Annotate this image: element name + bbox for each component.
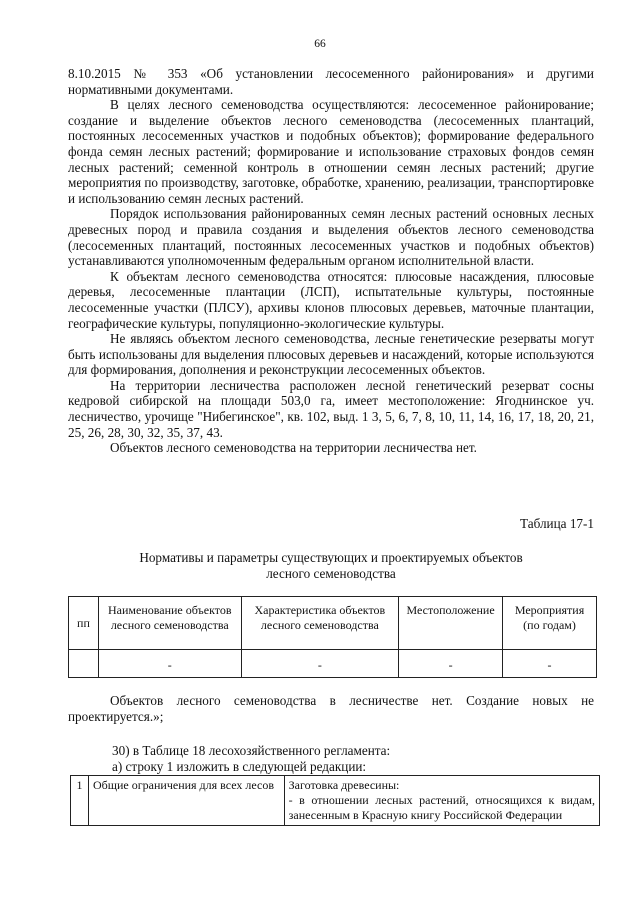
table-title-line: Нормативы и параметры существующих и проектируемых объектов [139,550,523,565]
paragraph-procedure: Порядок использования районированных семян лесных растений основных лесных древесных пород и правила создания и выделения объектов лесного семеноводства (лесосеменных плантаций, постоянных лесосеменных участков и подобных объектов) устанавливаются уполномоченным федеральным органом исполнительной власти. [68,206,594,269]
seed-objects-table [68,596,597,678]
table-cell: - [241,650,399,678]
table-caption: Таблица 17-1 [520,516,594,531]
header-cell: Мероприятия (по годам) [503,597,597,650]
body-text [68,66,594,456]
paragraph-activities: В целях лесного семеноводства осуществляются: лесосеменное районирование; создание и выделение объектов лесного семеноводства (лесосеменных плантаций, постоянных лесосеменных участков и подобных объектов); формирование федерального фонда семян лесных растений; формирование и использование страховых фондов семян лесных растений; семенной контроль в отношении семян лесных растений; другие мероприятия по производству, заготовке, обработке, хранению, реализации, транспортировке и использованию семян лесных растений. [68,97,594,206]
after-table-text [68,693,594,724]
header-cell: пп [69,597,99,650]
table-cell [69,650,99,678]
table-title-line: лесного семеноводства [266,566,396,581]
amendment-item-30: 30) в Таблице 18 лесохозяйственного регламента: [112,743,391,758]
table-cell: - [98,650,241,678]
table-cell [284,776,599,826]
page-number: 66 [314,38,326,50]
paragraph-intro: 8.10.2015 № 353 «Об установлении лесосеменного районирования» и другими нормативными документами. [68,66,594,97]
paragraph-none: Объектов лесного семеноводства на территории лесничества нет. [110,440,477,456]
cell-heading: Заготовка древесины: [288,778,400,792]
paragraph-no-objects: Объектов лесного семеноводства в лесничестве нет. Создание новых не проектируется.»; [68,693,594,724]
paragraph-objects: К объектам лесного семеноводства относятся: плюсовые насаждения, плюсовые деревья, лесосеменные плантации (ЛСП), испытательные культуры, постоянные лесосеменные участки (ПЛСУ), архивы клонов плюсовых деревьев, маточные плантации, географические культуры, популяционно-экологические культуры. [68,268,594,331]
cell-text: - в отношении лесных растений, относящихся к видам, занесенным в Красную книгу Российской Федерации [288,793,595,822]
table-cell: - [399,650,503,678]
regulation-table [70,775,600,826]
table-header-row [69,597,597,650]
table-row [71,776,600,826]
table-cell: Общие ограничения для всех лесов [88,776,284,826]
paragraph-territory: На территории лесничества расположен лесной генетический резерват сосны кедровой сибирской на площади 503,0 га, имеет местоположение: Ягоднинское уч. лесничество, урочище "Нибегинское", кв. 102, выд. 1 3, 5, 6, 7, 8, 10, 11, 14, 16, 17, 18, 20, 21, 25, 26, 28, 30, 32, 35, 37, 43. [68,377,594,440]
table-cell: 1 [71,776,89,826]
paragraph-reserves: Не являясь объектом лесного семеноводства, лесные генетические резерваты могут быть использованы для выделения плюсовых деревьев и насаждений, которые используются для формирования, дополнения и реконструкции лесосеменных объектов. [68,331,594,378]
table-cell: - [503,650,597,678]
header-cell: Местоположение [399,597,503,650]
header-cell: Характеристика объектов лесного семеноводства [241,597,399,650]
table-row [69,650,597,678]
amendment-item-a: а) строку 1 изложить в следующей редакции: [112,759,367,774]
header-cell: Наименование объектов лесного семеноводства [98,597,241,650]
table-title [68,550,594,582]
